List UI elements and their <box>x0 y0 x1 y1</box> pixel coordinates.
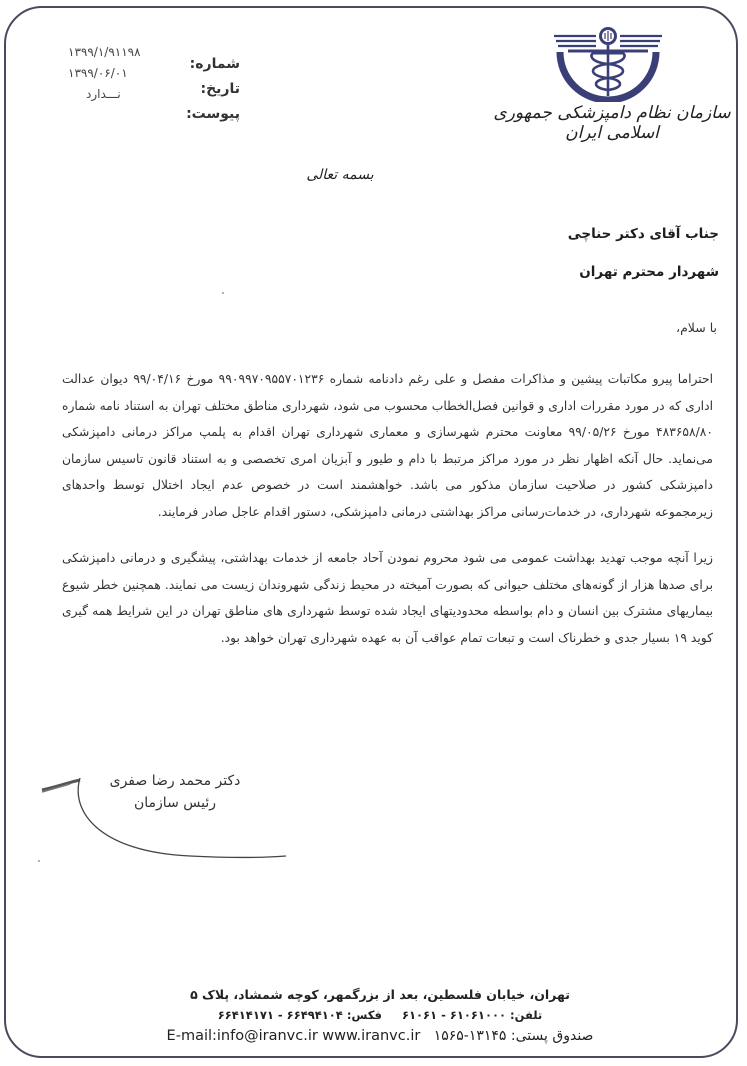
body-paragraph-1: احتراما پیرو مکاتبات پیشین و مذاکرات مفصل و علی رغم دادنامه شماره ۹۹۰۹۹۷۰۹۵۵۷۰۱۲۳۶ مورخ ۹۹/۰۴/۱۶ دیوان عدالت اداری که در مورد مقررات اداری و قوانین فصل‌الخطاب محسوب می شود، شهرداری مناطق مختلف تهران به استناد نامه شماره ۴۸۳۶۵۸/۸۰ مورخ ۹۹/۰۵/۲۶ معاونت محترم شهرسازی و معماری شهرداری تهران اقدام به پلمپ مراکز درمانی دامپزشکی می‌نماید. حال آنکه اظهار نظر در مورد مراکز مرتبط با دام و طیور و آبزیان امری تخصصی و به استناد قانون تاسیس سازمان دامپزشکی کشور در صلاحیت سازمان مذکور می باشد. خواهشمند است در خصوص عدم ایجاد اختلال توسط واحدهای زیرمجموعه شهرداری، در خدمات‌رسانی مراکز بهداشتی درمانی دامپزشکی، دستور اقدام عاجل صادر فرمایند. <box>62 372 714 519</box>
scan-speck <box>222 292 224 294</box>
caduceus-wings-emblem-icon <box>548 22 668 102</box>
letter-footer <box>150 984 610 1047</box>
letter-attachment-value: نـــدارد <box>86 87 121 101</box>
organization-name: سازمان نظام دامپزشکی جمهوری اسلامی ایران <box>493 103 731 143</box>
footer-email: E-mail:info@iranvc.ir <box>166 1028 318 1044</box>
signatory-title: رئیس سازمان <box>134 795 216 811</box>
letter-date-label: تاریخ: <box>200 81 240 97</box>
footer-phones <box>150 1005 610 1025</box>
recipient-block <box>568 215 719 291</box>
body-paragraph-2: زیرا آنچه موجب تهدید بهداشت عمومی می شود محروم نمودن آحاد جامعه از خدمات بهداشتی، پیشگیری و درمانی دامپزشکی برای صدها هزار از گونه‌های مختلف حیوانی که بصورت آمیخته در محیط زندگی شهروندان زیست می نمایند. همچنین خطر شیوع بیماریهای مشترک بین انسان و دام بواسطه محدودیتهای ایجاد شده توسط شهرداری های مناطق تهران در این شرایط همه گیری کوید ۱۹ بسیار جدی و خطرناک است و تبعات تمام عواقب آن به عهده شهرداری تهران خواهد بود. <box>62 551 713 645</box>
phone-label: تلفن: <box>510 1008 543 1022</box>
signatory-name: دکتر محمد رضا صفری <box>109 773 241 789</box>
meta-labels <box>186 52 240 127</box>
phone-value: ۶۱۰۶۱۰۰۰ - ۶۱۰۶۱ <box>401 1008 506 1022</box>
fax-label: فکس: <box>346 1008 382 1022</box>
invocation: بسمه تعالی <box>306 167 374 183</box>
footer-contact <box>150 1025 610 1047</box>
fax-value: ۶۶۴۹۴۱۰۴ - ۶۶۴۱۴۱۷۱ <box>217 1008 343 1022</box>
po-box-label: صندوق پستی: <box>510 1028 594 1044</box>
letter-attachment-label: پیوست: <box>186 106 240 122</box>
footer-address: تهران، خیابان فلسطین، بعد از بزرگمهر، کوچه شمشاد، پلاک ۵ <box>190 987 570 1002</box>
po-box-value: ۱۳۱۴۵-۱۵۶۵ <box>433 1028 507 1044</box>
letter-number-value: ۱۳۹۹/۱/۹۱۱۹۸ <box>68 45 141 59</box>
letter-body <box>62 366 713 671</box>
signature-block <box>100 770 250 814</box>
letter-meta <box>60 40 240 140</box>
letter-number-label: شماره: <box>189 56 240 72</box>
recipient-title: شهردار محترم تهران <box>579 264 719 280</box>
letter-date-value: ۱۳۹۹/۰۶/۰۱ <box>68 66 128 80</box>
recipient-name: جناب آقای دکتر حناچی <box>567 226 719 242</box>
meta-values <box>68 42 141 105</box>
greeting: با سلام، <box>676 320 717 335</box>
scan-speck <box>38 860 40 862</box>
footer-website: www.iranvc.ir <box>322 1028 421 1044</box>
